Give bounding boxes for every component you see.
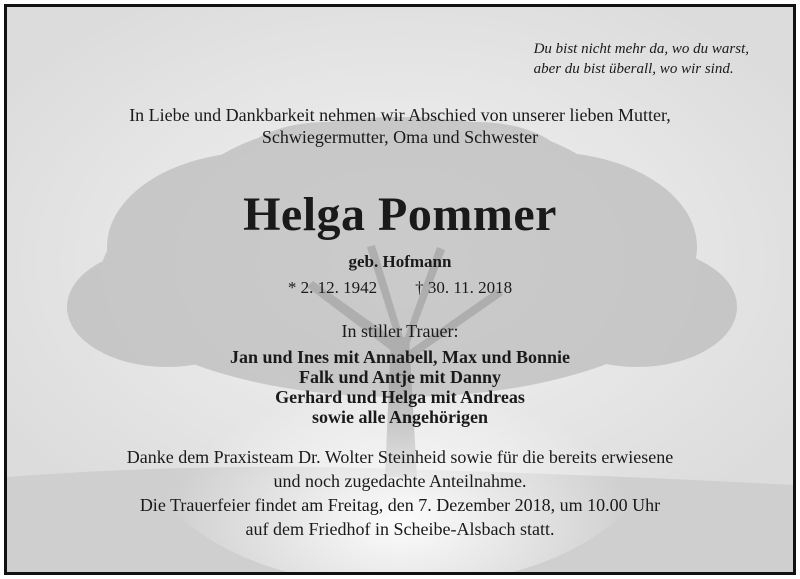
motto-line: aber du bist überall, wo wir sind. bbox=[533, 61, 734, 77]
closing-line: Danke dem Praxisteam Dr. Wolter Steinheid sowie für die bereits erwiesene bbox=[126, 447, 674, 467]
intro-text bbox=[7, 104, 793, 148]
mourner-line: Gerhard und Helga mit Andreas bbox=[275, 387, 525, 407]
mourner-line: Jan und Ines mit Annabell, Max und Bonnie bbox=[229, 347, 571, 367]
birth-date: * 2. 12. 1942 bbox=[287, 278, 378, 297]
closing-line: und noch zugedachte Anteilnahme. bbox=[273, 471, 527, 491]
birth-name: geb. Hofmann bbox=[348, 252, 452, 271]
mourners-label: In stiller Trauer: bbox=[341, 321, 459, 341]
closing-line: Die Trauerfeier findet am Freitag, den 7. Dezember 2018, um 10.00 Uhr bbox=[139, 495, 661, 515]
motto-line: Du bist nicht mehr da, wo du warst, bbox=[533, 41, 749, 57]
intro-line: Schwiegermutter, Oma und Schwester bbox=[261, 127, 539, 147]
mourners-list bbox=[7, 347, 793, 427]
obituary-content bbox=[7, 7, 793, 572]
deceased-name: Helga Pommer bbox=[243, 188, 557, 241]
obituary-frame bbox=[4, 4, 796, 575]
mourner-line: sowie alle Angehörigen bbox=[312, 407, 488, 427]
closing-line: auf dem Friedhof in Scheibe-Alsbach statt. bbox=[245, 519, 555, 539]
closing-text bbox=[7, 445, 793, 541]
intro-line: In Liebe und Dankbarkeit nehmen wir Abschied von unserer lieben Mutter, bbox=[129, 105, 671, 125]
mourner-line: Falk und Antje mit Danny bbox=[298, 367, 502, 387]
life-dates bbox=[7, 277, 793, 299]
death-date: † 30. 11. 2018 bbox=[415, 278, 513, 297]
motto-quote bbox=[534, 39, 749, 79]
